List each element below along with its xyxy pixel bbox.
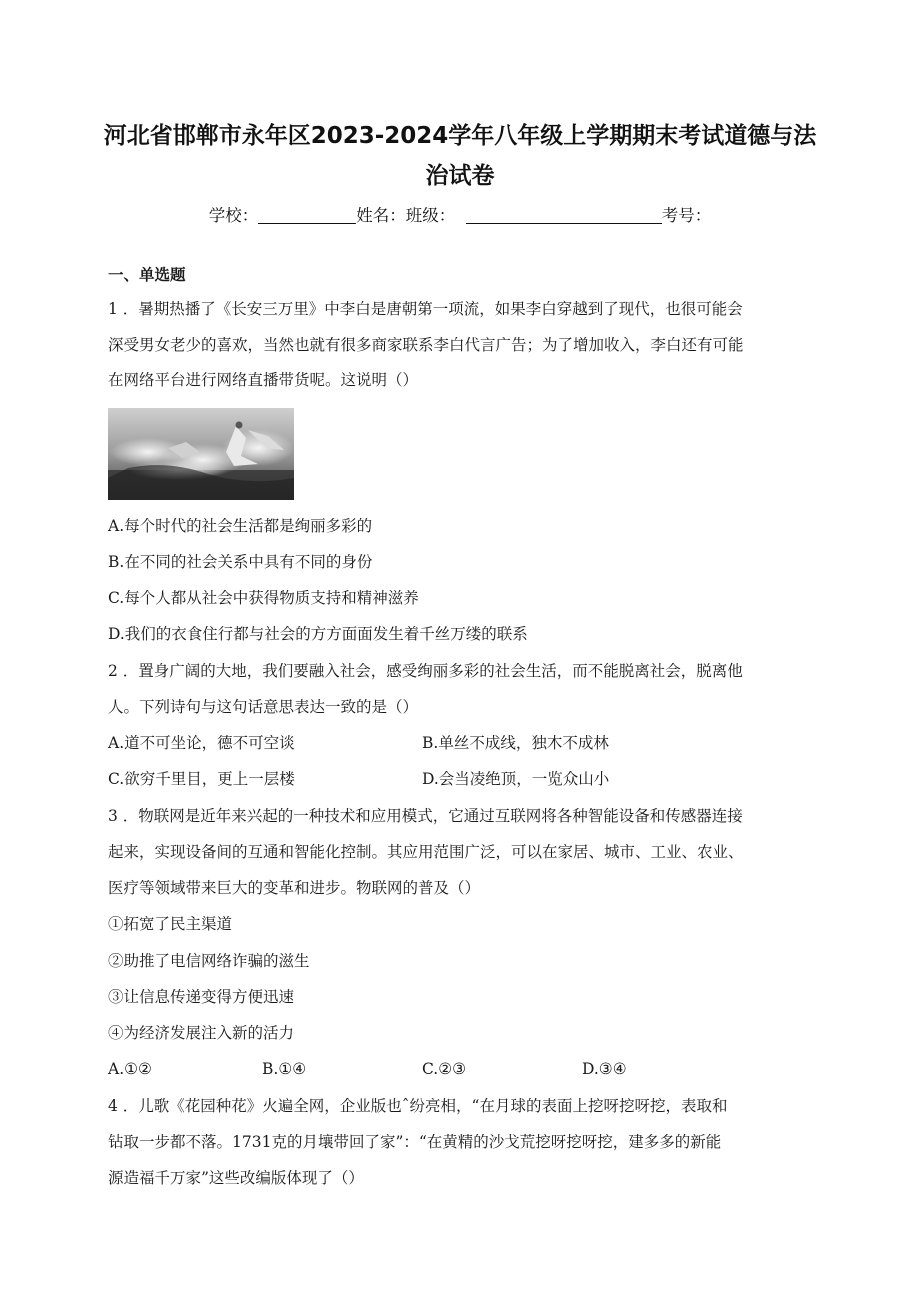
- name-class-blank: [466, 207, 662, 224]
- q3-line2: 起来，实现设备间的互通和智能化控制。其应用范围广泛，可以在家居、城市、工业、农业、: [108, 843, 744, 861]
- section-heading: 一、单选题: [108, 266, 186, 284]
- q2-line2: 人。下列诗句与这句话意思表达一致的是（）: [108, 698, 419, 716]
- q3-option-c: C.②③: [422, 1060, 467, 1078]
- q3-statement-4: ④为经济发展注入新的活力: [108, 1024, 295, 1042]
- q3-line3: 医疗等领域带来巨大的变革和进步。物联网的普及（）: [108, 879, 481, 897]
- q4-line1: 4 ．儿歌《花园种花》火遍全网，企业版也ˆ纷亮相，“在月球的表面上挖呀挖呀挖，表取和: [108, 1097, 728, 1115]
- q1-line3: 在网络平台进行网络直播带货呢。这说明（）: [108, 371, 419, 389]
- q2-option-d: D.会当凌绝顶，一览众山小: [422, 770, 610, 788]
- q1-option-a: A.每个时代的社会生活都是绚丽多彩的: [108, 517, 373, 535]
- q3-option-a: A.①②: [108, 1060, 152, 1078]
- q1-line2: 深受男女老少的喜欢，当然也就有很多商家联系李白代言广告；为了增加收入，李白还有可能: [108, 336, 744, 354]
- q3-statement-2: ②助推了电信网络诈骗的滋生: [108, 952, 310, 970]
- q1-line1: 1 ．暑期热播了《长安三万里》中李白是唐朝第一项流，如果李白穿越到了现代，也很可能会: [108, 300, 743, 318]
- q3-line1: 3 ．物联网是近年来兴起的一种技术和应用模式，它通过互联网将各种智能设备和传感器连接: [108, 807, 743, 825]
- q2-option-a: A.道不可坐论，德不可空谈: [108, 734, 295, 752]
- exam-number-label: 考号：: [661, 206, 712, 225]
- q1-option-d: D.我们的衣食住行都与社会的方方面面发生着千丝万缕的联系: [108, 625, 528, 643]
- school-blank: [258, 207, 356, 224]
- q2-option-b: B.单丝不成线，独木不成林: [422, 734, 609, 752]
- q3-option-d: D.③④: [582, 1060, 627, 1078]
- q2-line1: 2 ．置身广阔的大地，我们要融入社会，感受绚丽多彩的社会生活，而不能脱离社会，脱离他: [108, 662, 743, 680]
- q3-option-b: B.①④: [262, 1060, 307, 1078]
- q3-statement-3: ③让信息传递变得方便迅速: [108, 988, 295, 1006]
- li-bai-illustration: [108, 408, 294, 500]
- student-info-row: [0, 202, 920, 226]
- school-label: 学校：: [208, 206, 259, 225]
- q2-option-c: C.欲穷千里目，更上一层楼: [108, 770, 295, 788]
- q1-option-b: B.在不同的社会关系中具有不同的身份: [108, 553, 373, 571]
- name-class-label: 姓名：班级：: [356, 206, 456, 225]
- q4-line2: 钻取一步都不落。1731克的月壤带回了家”：“在黄精的沙戈荒挖呀挖呀挖，建多多的新能: [108, 1133, 722, 1151]
- q4-line3: 源造福千万家”这些改编版体现了（）: [108, 1169, 364, 1187]
- exam-title-line2: 治试卷: [425, 163, 495, 189]
- q1-option-c: C.每个人都从社会中获得物质支持和精神滋养: [108, 589, 419, 607]
- q3-statement-1: ①拓宽了民主渠道: [108, 915, 233, 933]
- exam-title-line1: 河北省邯郸市永年区2023-2024学年八年级上学期期末考试道德与法: [103, 123, 817, 149]
